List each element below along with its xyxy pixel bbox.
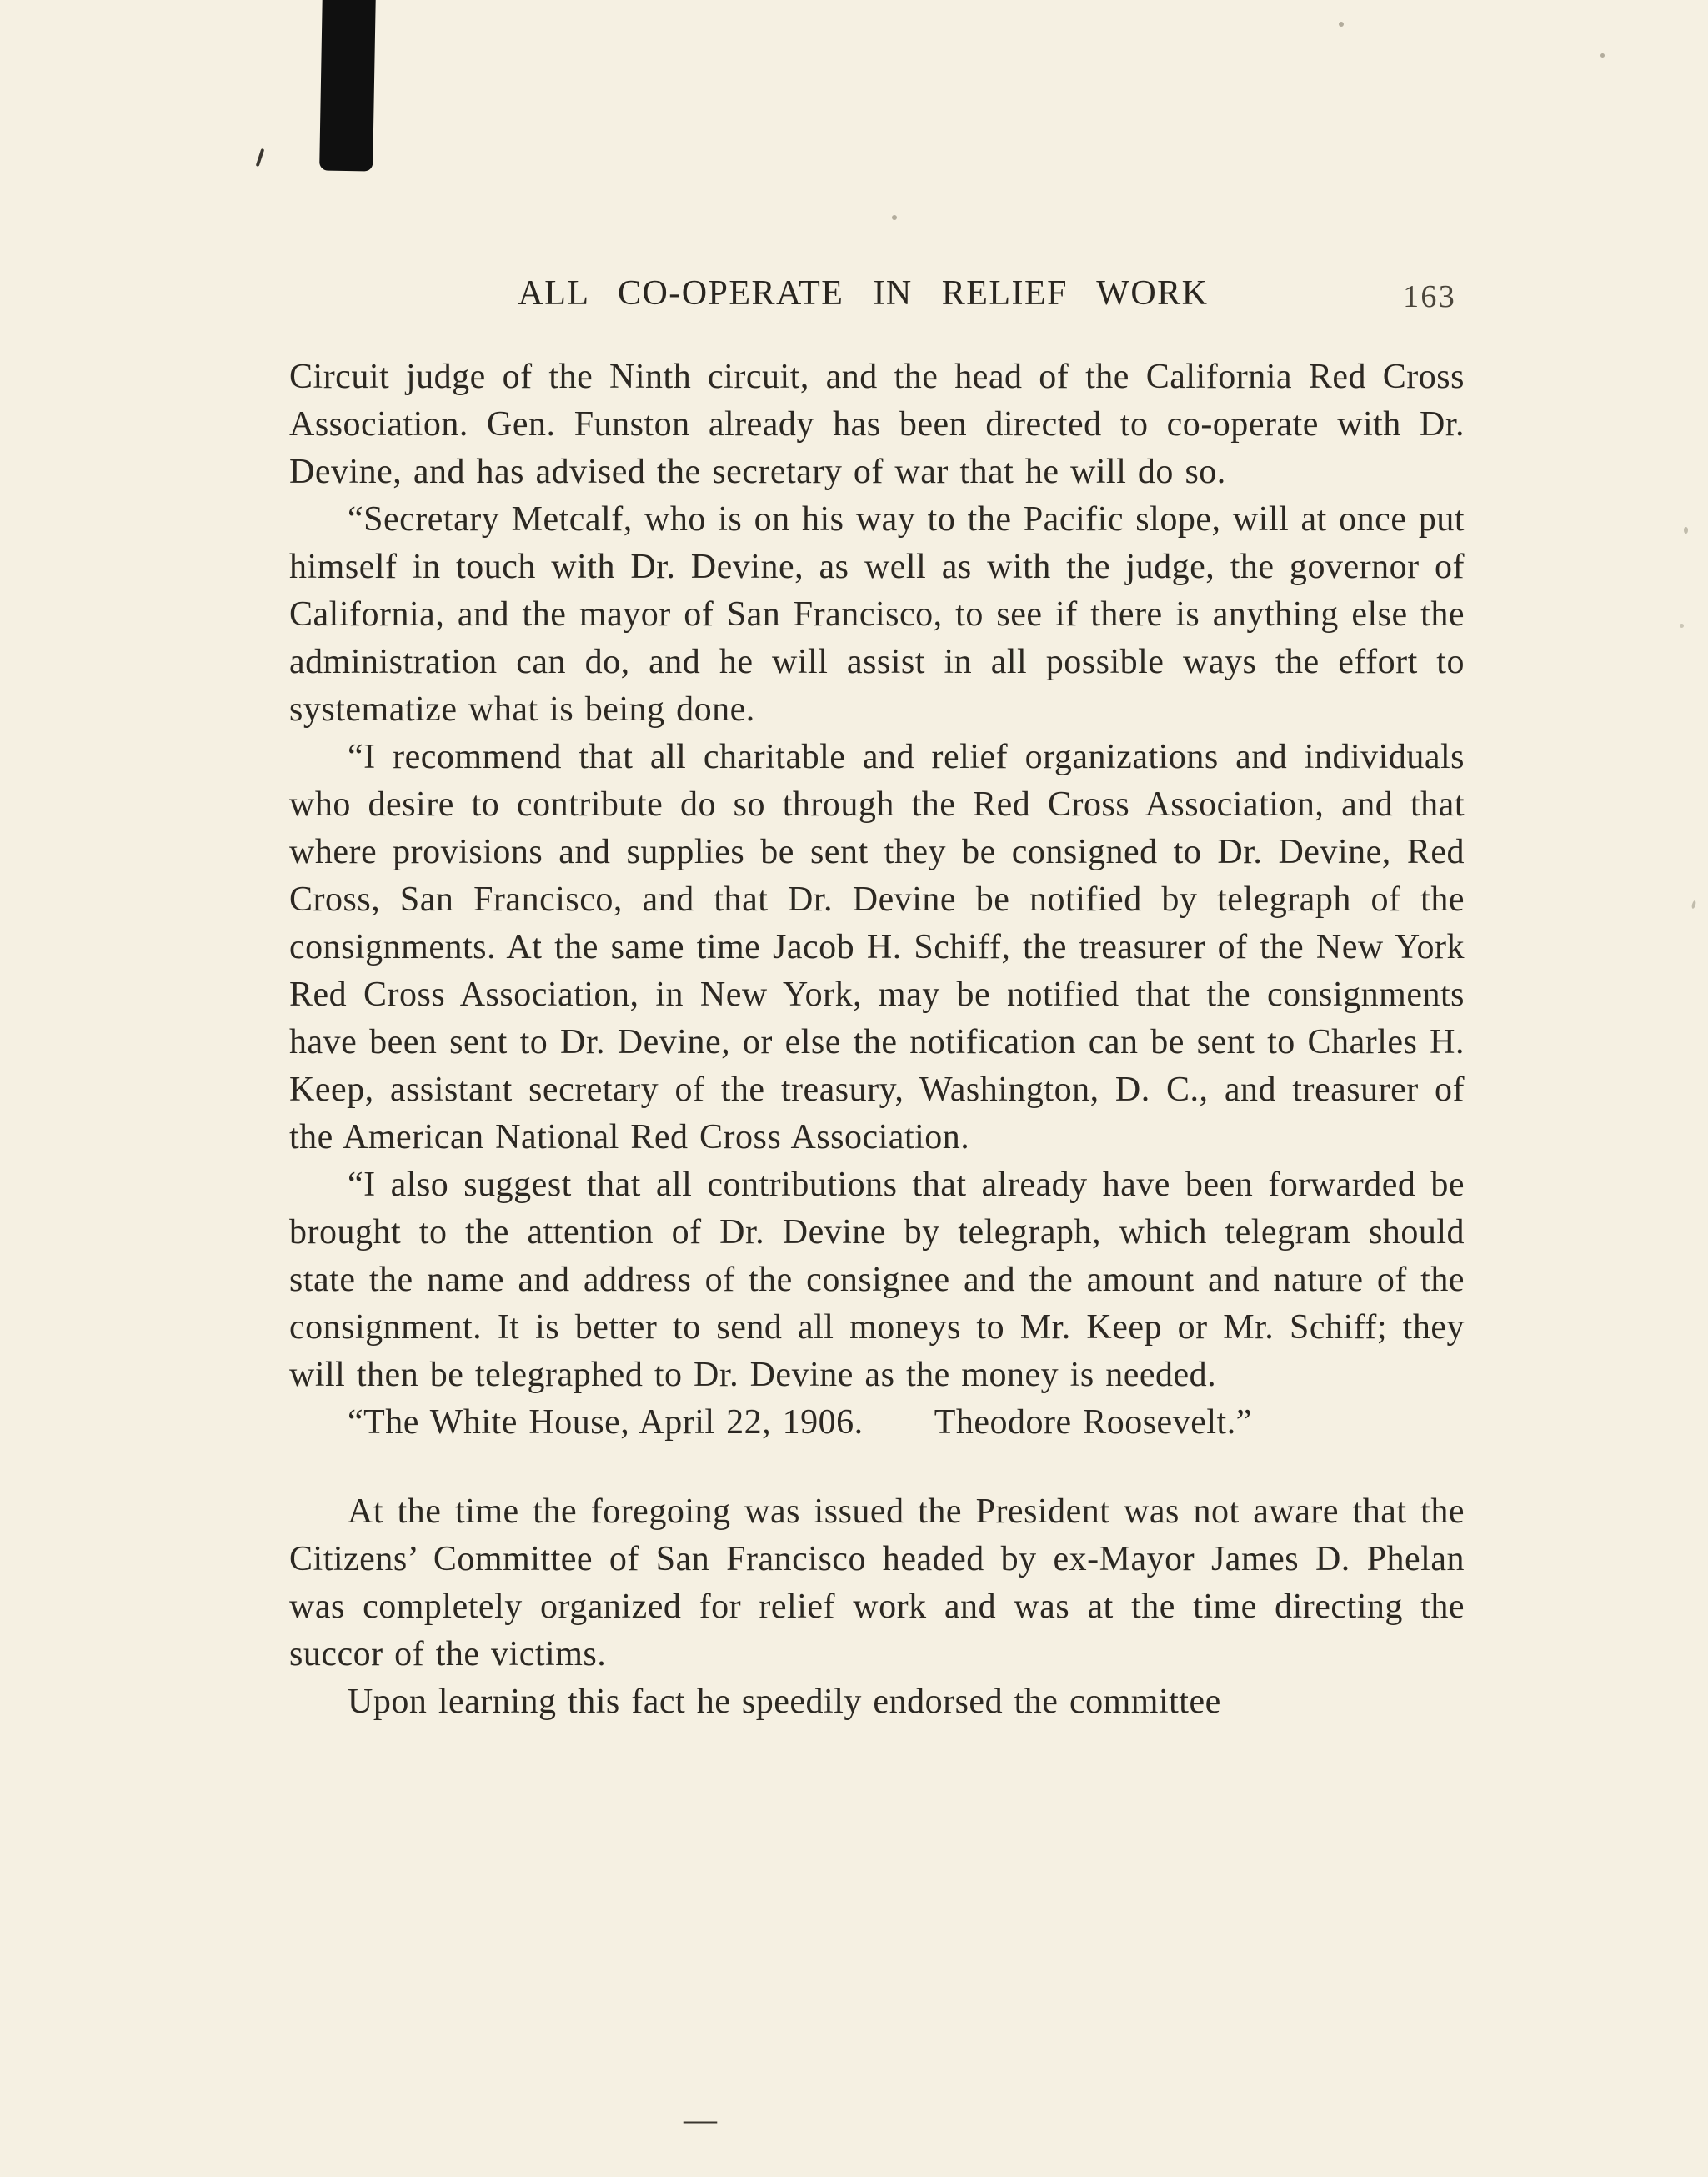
scan-speck <box>1339 22 1344 27</box>
running-title: ALL CO-OPERATE IN RELIEF WORK <box>518 274 1209 313</box>
paragraph-upon-learning: Upon learning this fact he speedily endorsed the committee <box>348 1683 1221 1721</box>
page-bottom-dash: — <box>684 2100 717 2138</box>
scan-speck <box>892 215 897 220</box>
paragraph-metcalf: “Secretary Metcalf, who is on his way to the Pacific slope, will at once put himself in touch with Dr. Devine, as well as with the judge, the governor of California, and the mayor of San Francisco, to see if there is anything else the administration can do, and he will assist in all possible ways the effort to systematize what is being done. <box>289 500 1465 729</box>
scan-speck <box>1691 900 1696 910</box>
paragraph-suggest: “I also suggest that all contributions that already have been forwarded be brought to the attention of Dr. Devine by telegraph, which telegram should state the name and address of the consignee and the amount and nature of the consignment. It is better to send all moneys to Mr. Keep or Mr. Schiff; they will then be telegraphed to Dr. Devine as the money is needed. <box>289 1166 1465 1394</box>
scan-speck <box>1684 527 1688 534</box>
paragraph-signature-line: “The White House, April 22, 1906. Theodore Roosevelt.” <box>348 1403 1252 1442</box>
paragraph-at-the-time: At the time the foregoing was issued the President was not aware that the Citizens’ Committee of San Francisco headed by ex-Mayor James D. Phelan was completely organized for relief work and was at the time directing the succor of the victims. <box>289 1492 1465 1673</box>
text-block <box>289 354 1465 1726</box>
scan-speck <box>1600 53 1605 58</box>
page-number: 163 <box>1403 279 1456 314</box>
scan-speck <box>1680 624 1684 628</box>
paragraph-continuation: Circuit judge of the Ninth circuit, and the head of the California Red Cross Association. Gen. Funston already has been directed to co-operate with Dr. Devine, and has advised the secretary of war that he will do so. <box>289 358 1465 491</box>
page-header <box>289 273 1465 324</box>
paragraph-recommend: “I recommend that all charitable and relief organizations and individuals who desire to contribute do so through the Red Cross Association, and that where provisions and supplies be sent they be consigned to Dr. Devine, Red Cross, San Francisco, and that Dr. Devine be notified by telegraph of the consignments. At the same time Jacob H. Schiff, the treasurer of the New York Red Cross Association, in New York, may be notified that the consignments have been sent to Dr. Devine, or else the notification can be sent to Charles H. Keep, assistant secretary of the treasury, Washington, D. C., and treasurer of the American National Red Cross Association. <box>289 738 1465 1156</box>
scan-artifact-tick <box>256 148 265 167</box>
scan-artifact-bar <box>319 0 376 172</box>
